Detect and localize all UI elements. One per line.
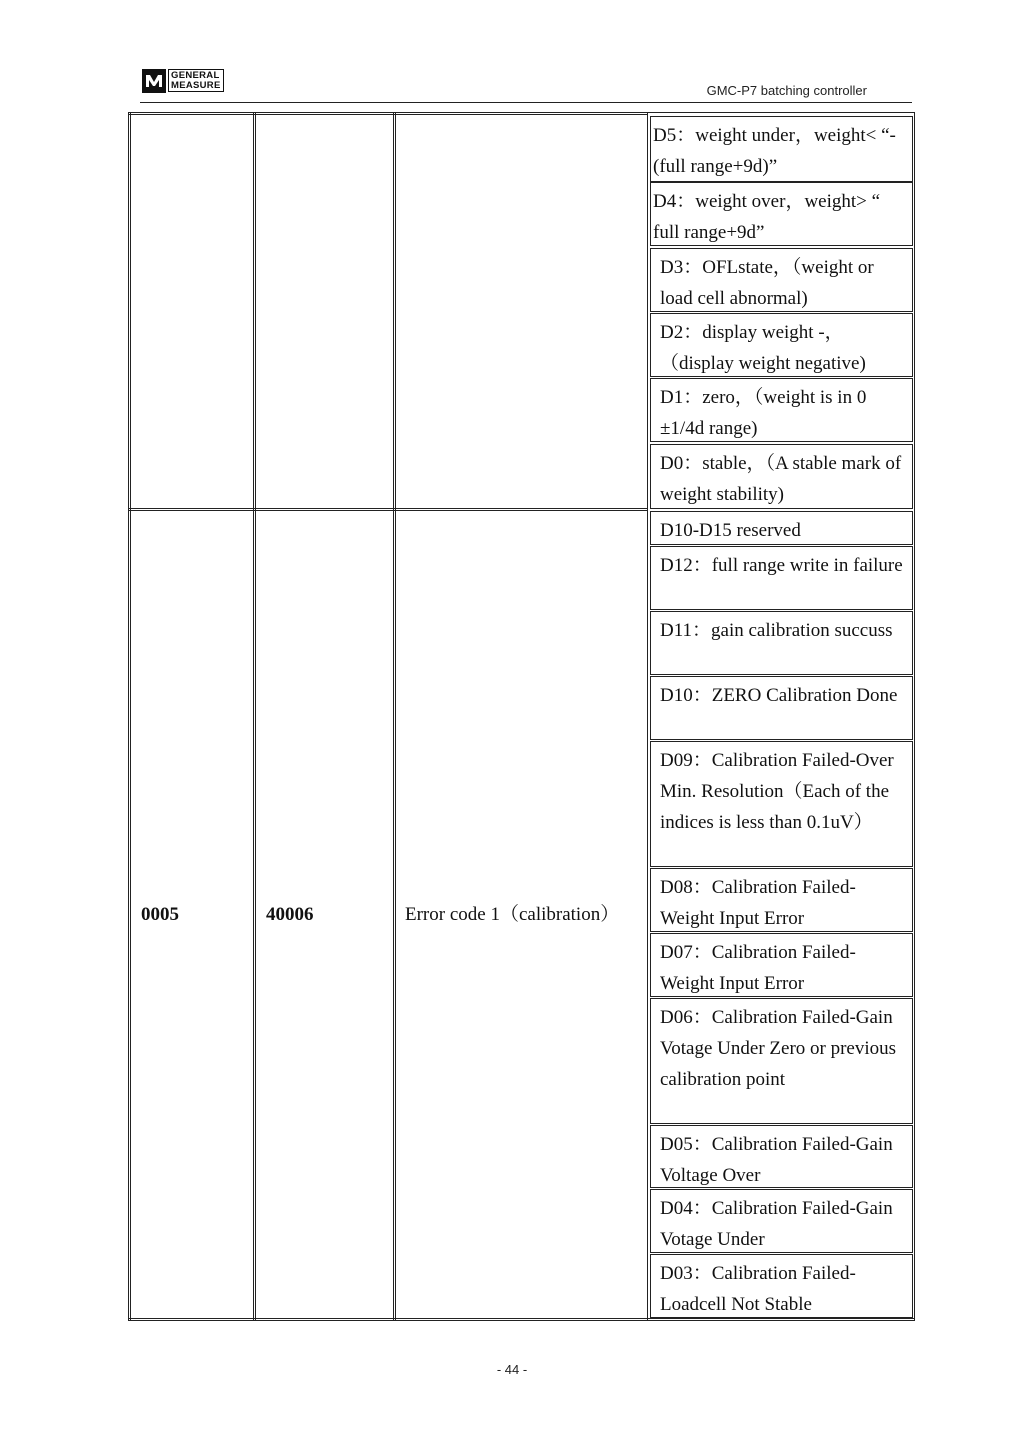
table-border-bottom-outer xyxy=(128,1320,915,1321)
bit-cell: D3：OFLstate，（weight or load cell abnormal) xyxy=(650,248,913,312)
table-border-top-inner xyxy=(128,114,648,115)
table-border-left xyxy=(128,112,129,1320)
column-divider-2b xyxy=(395,112,396,1320)
company-logo xyxy=(142,69,224,93)
bit-cell: D10-D15 reserved xyxy=(650,511,913,545)
bit-cell: D07：Calibration Failed-Weight Input Error xyxy=(650,933,913,997)
bit-cell: D4：weight over，weight> “ full range+9d” xyxy=(650,182,913,246)
logo-line-1: GENERAL xyxy=(171,69,220,81)
cell-parameter-name: Error code 1（calibration） xyxy=(405,904,620,925)
bit-cell: D08：Calibration Failed-Weight Input Error xyxy=(650,868,913,932)
cell-register: 40006 xyxy=(266,904,314,925)
bit-cell: D12：full range write in failure xyxy=(650,546,913,610)
column-divider-2 xyxy=(393,112,394,1320)
bit-cell: D1：zero，（weight is in 0 ±1/4d range) xyxy=(650,378,913,442)
column-divider-1 xyxy=(253,112,254,1320)
cell-address: 0005 xyxy=(141,904,179,925)
row-divider-inner xyxy=(128,510,648,511)
logo-line-2: MEASURE xyxy=(171,79,221,91)
page-number: - 44 - xyxy=(496,1362,528,1377)
bit-cell: D0：stable，（A stable mark of weight stability) xyxy=(650,444,913,509)
bit-cell: D05：Calibration Failed-Gain Voltage Over xyxy=(650,1125,913,1188)
logo-wordmark xyxy=(168,69,224,92)
bit-cell: D5：weight under，weight< “-(full range+9d)” xyxy=(650,116,913,182)
table-border-right xyxy=(914,112,915,1320)
document-title: GMC-P7 batching controller xyxy=(706,83,867,98)
bit-cell: D2：display weight -，（display weight negative) xyxy=(650,313,913,377)
table-border-bottom xyxy=(128,1318,915,1319)
bit-cell: D10：ZERO Calibration Done xyxy=(650,676,913,740)
logo-mark-icon xyxy=(142,69,166,93)
bit-cell: D09：Calibration Failed-Over Min. Resolution（Each of the indices is less than 0.1uV） xyxy=(650,741,913,867)
bit-cell: D04：Calibration Failed-Gain Votage Under xyxy=(650,1189,913,1253)
bit-cell: D11：gain calibration succuss xyxy=(650,611,913,675)
page-header xyxy=(140,66,912,103)
table-border-top xyxy=(128,112,915,113)
bit-cell: D06：Calibration Failed-Gain Votage Under Zero or previous calibration point xyxy=(650,998,913,1124)
column-divider-1b xyxy=(255,112,256,1320)
bit-cell: D03：Calibration Failed-Loadcell Not Stable xyxy=(650,1254,913,1318)
column-divider-3 xyxy=(647,112,648,1320)
table-border-left-inner xyxy=(130,112,131,1320)
row-divider xyxy=(128,508,648,509)
